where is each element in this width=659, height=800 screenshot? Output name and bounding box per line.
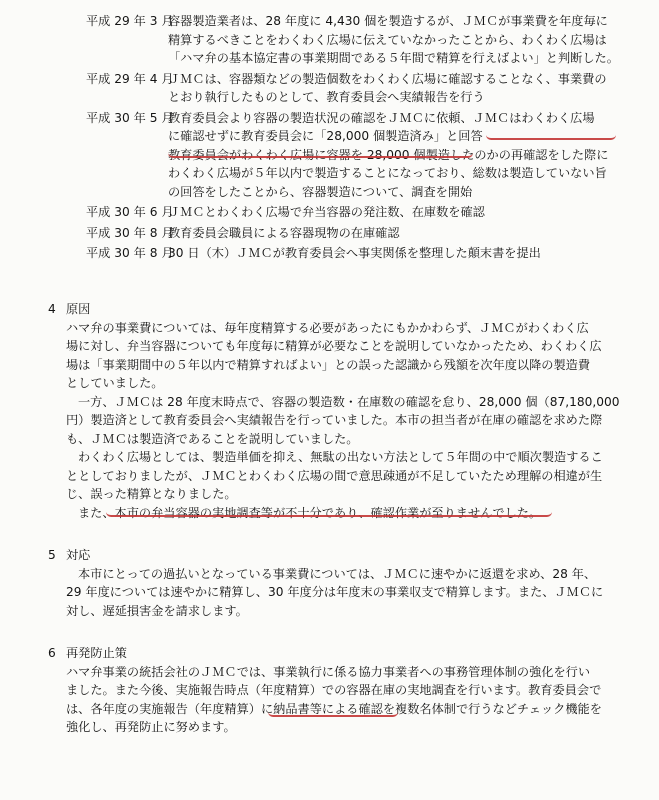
timeline-row (0, 70, 659, 107)
section-number: 4 (48, 302, 56, 316)
timeline-line: 精算するべきことをわくわく広場に伝えていなかったことから、わくわく広場は (168, 32, 607, 47)
red-underline-annotation (268, 712, 398, 717)
paragraph-line: ました。また今後、実施報告時点（年度精算）での容器在庫の実地調査を行います。教育委員会で (66, 683, 602, 697)
paragraph-line: じ、誤った精算となりました。 (66, 487, 237, 501)
paragraph-line: 円）製造済として教育委員会へ実績報告を行っていました。本市の担当者が在庫の確認を求めた際 (66, 413, 603, 427)
section-number: 5 (48, 548, 56, 562)
paragraph-line: また、本市の弁当容器の実地調査等が不十分であり、確認作業が至りませんでした。 (78, 505, 542, 520)
timeline-line: 「ハマ弁の基本協定書の事業期間である５年間で精算を行えばよい」と判断した。 (168, 51, 619, 65)
timeline-date: 平成 30 年 8 月 (86, 225, 174, 240)
timeline-line: わくわく広場が５年以内で製造することになっており、総数は製造していない旨 (168, 166, 607, 180)
paragraph-line: わくわく広場としては、製造単価を抑え、無駄の出ない方法として５年間の中で順次製造するこ (78, 450, 603, 464)
section-number: 6 (48, 646, 56, 660)
paragraph-line: 場に対し、弁当容器についても年度毎に精算が必要なことを説明していなかったため、わくわく広 (66, 339, 602, 353)
paragraph-line: 対し、遅延損害金を請求します。 (66, 603, 248, 618)
section-title: 再発防止策 (66, 646, 127, 660)
red-underline-annotation (168, 153, 473, 158)
timeline-date: 平成 30 年 8 月 (86, 246, 174, 260)
paragraph-line: は、各年度の実施報告（年度精算）に納品書等による確認を複数名体制で行うなどチェック機能を (66, 701, 602, 716)
timeline-line: 容器製造業者は、28 年度に 4,430 個を製造するが、ＪＭＣが事業費を年度毎に (168, 14, 608, 28)
section-title: 原因 (66, 302, 91, 316)
section-heading (48, 546, 659, 565)
paragraph-line: も、ＪＭＣは製造済であることを説明していました。 (66, 431, 359, 446)
timeline-line: 教育委員会がわくわく広場に容器を 28,000 個製造したのかの再確認をした際に (168, 147, 609, 162)
timeline-line: 教育委員会より容器の製造状況の確認をＪＭＣに依頼、ＪＭＣはわくわく広場 (168, 110, 595, 125)
timeline-text (168, 224, 620, 243)
timeline-text (168, 244, 620, 263)
paragraph-line: 強化し、再発防止に努めます。 (66, 720, 236, 734)
timeline-date: 平成 29 年 4 月 (86, 71, 174, 86)
timeline-line: に確認せずに教育委員会に「28,000 個製造済み」と回答 (168, 129, 483, 143)
timeline-date: 平成 29 年 3 月 (86, 14, 174, 28)
paragraph (66, 319, 626, 393)
paragraph-line: 場は「事業期間中の５年以内で精算すればよい」との誤った認識から残額を次年度以降の製造費 (66, 357, 591, 372)
paragraph-line: 29 年度については速やかに精算し、30 年度分は年度末の事業収支で精算します。また、ＪＭＣに (66, 585, 604, 599)
timeline-date: 平成 30 年 5 月 (86, 110, 174, 125)
timeline-line: 教育委員会職員による容器現物の在庫確認 (168, 225, 400, 240)
timeline-line: ＪＭＣとわくわく広場で弁当容器の発注数、在庫数を確認 (168, 205, 485, 219)
section-cause (0, 300, 659, 522)
paragraph-line: ととしておりましたが、ＪＭＣとわくわく広場の間で意思疎通が不足していたため理解の相違が生 (66, 468, 603, 483)
timeline-line: とおり執行したものとして、教育委員会へ実績報告を行う (168, 90, 485, 104)
paragraph (66, 448, 626, 504)
paragraph (66, 663, 626, 737)
paragraph-line: ハマ弁の事業費については、毎年度精算する必要があったにもかかわらず、ＪＭＣがわくわく広 (66, 320, 589, 335)
paragraph (66, 565, 626, 621)
timeline-text (168, 203, 620, 222)
paragraph-line: ハマ弁事業の統括会社のＪＭＣでは、事業執行に係る協力事業者への事務管理体制の強化を行い (66, 664, 591, 679)
paragraph-line: としていました。 (66, 376, 164, 390)
timeline-row (0, 12, 659, 68)
timeline-text (168, 12, 620, 68)
timeline-row (0, 224, 659, 243)
section-heading (48, 300, 659, 319)
timeline-line: ＪＭＣは、容器類などの製造個数をわくわく広場に確認することなく、事業費の (168, 71, 607, 86)
timeline-line: の回答をしたことから、容器製造について、調査を開始 (168, 184, 473, 199)
section-title: 対応 (66, 548, 91, 562)
paragraph-line: 一方、ＪＭＣは 28 年度末時点で、容器の製造数・在庫数の確認を怠り、28,000 個（87,180,000 (78, 394, 620, 409)
timeline-line: 30 日（木）ＪＭＣが教育委員会へ事実関係を整理した顛末書を提出 (168, 246, 541, 260)
paragraph-line: 本市にとっての過払いとなっている事業費については、ＪＭＣに速やかに返還を求め、28 年、 (78, 566, 597, 581)
timeline-text (168, 70, 620, 107)
timeline-row (0, 203, 659, 222)
section-heading (48, 644, 659, 663)
red-underline-annotation (486, 135, 616, 140)
paragraph (66, 393, 626, 449)
section-response (0, 546, 659, 620)
red-underline-annotation (106, 512, 552, 517)
section-prevention (0, 644, 659, 737)
timeline-date: 平成 30 年 6 月 (86, 205, 174, 219)
timeline-row (0, 244, 659, 263)
